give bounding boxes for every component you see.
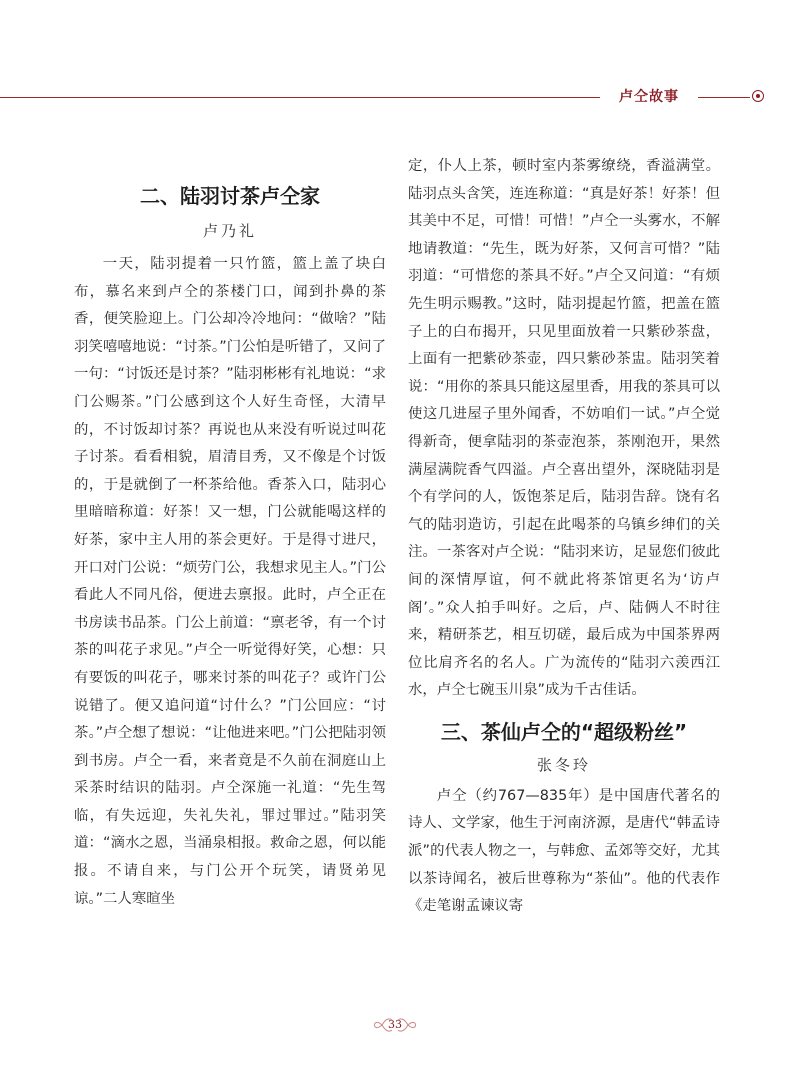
body-paragraph-continued: 定，仆人上茶，顿时室内茶雾缭绕，香溢满堂。陆羽点头含笑，连连称道：“真是好茶！好茶！但其美中不足，可惜！可惜！”卢仝一头雾水，不解地请教道：“先生，既为好茶，又何言可惜？”陆羽道：“可惜您的茶具不好。”卢仝又问道：“有烦先生明示赐教。”这时，陆羽提起竹篮，把盖在篮子上的白布揭开，只见里面放着一只紫砂茶盘，上面有一把紫砂茶壶，四只紫砂茶盅。陆羽笑着说：“用你的茶具只能这屋里香，用我的茶具可以使这几进屋子里外闻香，不妨咱们一试。”卢仝觉得新奇，便拿陆羽的茶壶泡茶，茶刚泡开，果然满屋满院香气四溢。卢仝喜出望外，深晓陆羽是个有学问的人，饭饱茶足后，陆羽告辞。饶有名气的陆羽造访，引起在此喝茶的乌镇乡绅们的关注。一茶客对卢仝说：“陆羽来访，足显您们彼此间的深情厚谊，何不就此将茶馆更名为‘访卢阁’。”众人拍手叫好。之后，卢、陆俩人不时往来，精研茶艺，相互切磋，最后成为中国茶界两位比肩齐名的名人。广为流传的“陆羽六羡西江水，卢仝七碗玉川泉”成为千古佳话。 bbox=[408, 158, 720, 699]
section-title-lu-yu: 二、陆羽讨茶卢仝家 bbox=[140, 184, 320, 208]
header-rule-right bbox=[698, 97, 750, 98]
header-circle-ornament-icon bbox=[752, 90, 764, 102]
right-column bbox=[408, 153, 720, 921]
body-paragraph-section3: 卢仝（约767—835年）是中国唐代著名的诗人、文学家，他生于河南济源，是唐代“韩孟诗派”的代表人物之一，与韩愈、孟郊等交好，尤其以茶诗闻名，被后世尊称为“茶仙”。他的代表作《走笔谢孟谏议寄 bbox=[408, 787, 720, 915]
header-rule-left bbox=[0, 97, 600, 98]
page-number-badge bbox=[368, 1014, 422, 1036]
author-zhang-dongling: 张冬玲 bbox=[536, 755, 591, 774]
body-paragraph: 一天，陆羽提着一只竹篮，篮上盖了块白布，慕名来到卢仝的茶楼门口，闻到扑鼻的茶香，便笑脸迎上。门公却冷冷地问：“做啥？”陆羽笑嘻嘻地说：“讨茶。”门公怕是听错了，又问了一句：“讨饭还是讨茶？”陆羽彬彬有礼地说：“求门公赐茶。”门公感到这个人好生奇怪，大清早的，不讨饭却讨茶？再说也从来没有听说过叫花子讨茶。看看相貌，眉清目秀，又不像是个讨饭的，于是就倒了一杯茶给他。香茶入口，陆羽心里暗暗称道：好茶！又一想，门公就能喝这样的好茶，家中主人用的茶会更好。于是得寸进尺，开口对门公说：“烦劳门公，我想求见主人。”门公看此人不同凡俗，便进去禀报。此时，卢仝正在书房读书品茶。门公上前道：“禀老爷，有一个讨茶的叫花子求见。”卢仝一听觉得好笑，心想：只有要饭的叫花子，哪来讨茶的叫花子？或许门公说错了。便又追问道“讨什么？”门公回应：“讨茶。”卢仝想了想说：“让他进来吧。”门公把陆羽领到书房。卢仝一看，来者竟是不久前在洞庭山上采茶时结识的陆羽。卢仝深施一礼道：“先生驾临，有失远迎，失礼失礼，罪过罪过。”陆羽笑道：“滴水之恩，当涌泉相报。救命之恩，何以能报。不请自来，与门公开个玩笑，请贤弟见谅。”二人寒暄坐 bbox=[74, 256, 386, 907]
left-column bbox=[74, 153, 386, 913]
page-number: 33 bbox=[388, 1018, 402, 1031]
running-header-title: 卢仝故事 bbox=[619, 89, 679, 105]
section-title-super-fan: 三、茶仙卢仝的“超级粉丝” bbox=[440, 719, 688, 744]
author-lu-naili: 卢乃礼 bbox=[202, 222, 257, 240]
